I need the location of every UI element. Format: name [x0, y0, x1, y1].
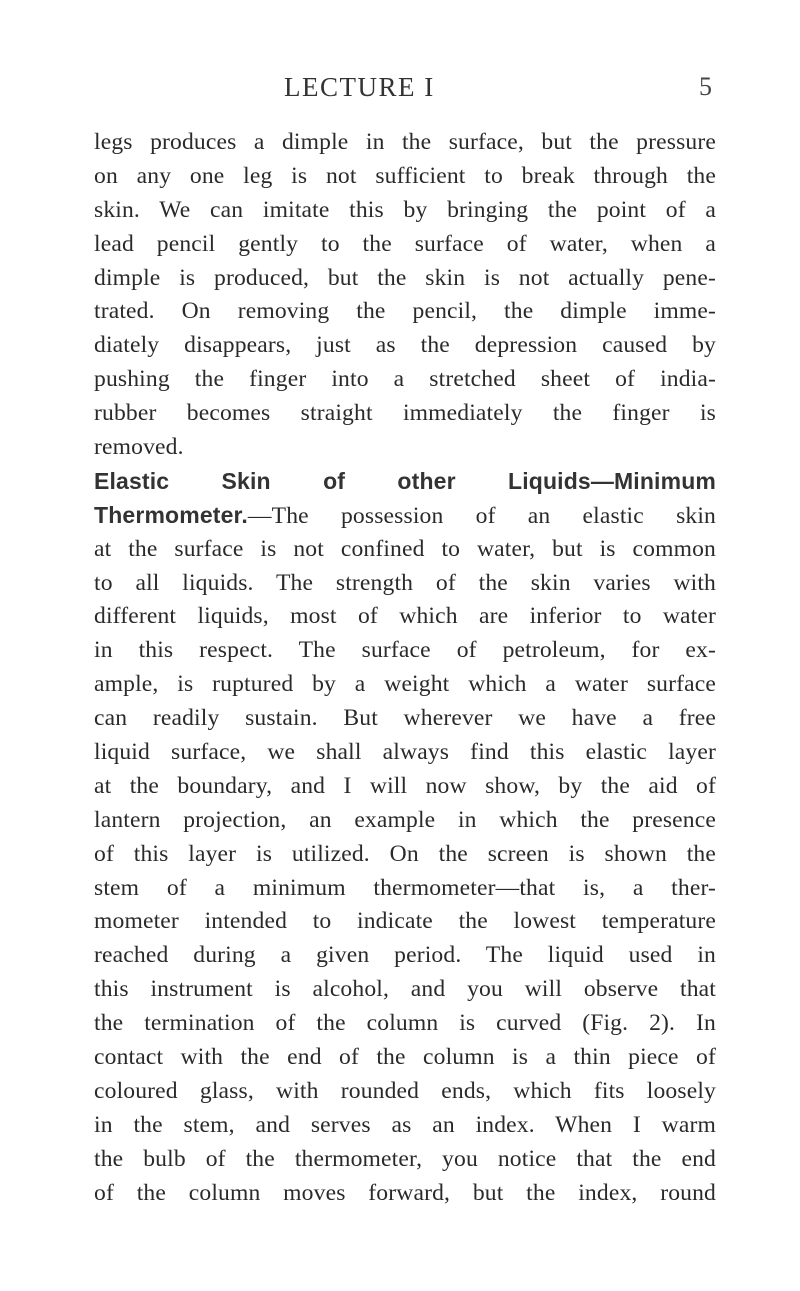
text-line: this instrument is alcohol, and you will observe that	[94, 976, 716, 1003]
text-line: liquid surface, we shall always find this elastic layer	[94, 739, 716, 766]
text-line: in this respect. The surface of petroleum, for ex-	[94, 637, 716, 664]
text-line: can readily sustain. But wherever we have a free	[94, 705, 716, 732]
section-heading-line	[94, 499, 716, 533]
text-line: of this layer is utilized. On the screen is shown the	[94, 840, 716, 867]
text-line: to all liquids. The strength of the skin varies with	[94, 569, 716, 596]
text-line: of the column moves forward, but the index, round	[94, 1179, 716, 1206]
section-heading-end: Thermometer.	[94, 501, 248, 528]
text-line: at the surface is not confined to water, but is common	[94, 535, 716, 562]
text-line: diately disappears, just as the depression caused by	[94, 332, 716, 359]
text-line: reached during a given period. The liquid used in	[94, 942, 716, 969]
text-line: lead pencil gently to the surface of water, when a	[94, 230, 716, 257]
text-line: mometer intended to indicate the lowest temperature	[94, 908, 716, 935]
text-line: rubber becomes straight immediately the finger is	[94, 400, 716, 427]
running-title: LECTURE I	[284, 72, 435, 102]
text-line: different liquids, most of which are inferior to water	[94, 603, 716, 630]
section-heading-line	[94, 465, 716, 499]
text-line: legs produces a dimple in the surface, but the pressure	[94, 129, 716, 155]
section-text-start: —The possession of an elastic skin	[247, 502, 716, 529]
text-line: skin. We can imitate this by bringing the point of a	[94, 196, 716, 223]
running-header	[0, 72, 800, 108]
text-line: in the stem, and serves as an index. When I warm	[94, 1111, 716, 1138]
text-line: the bulb of the thermometer, you notice that the end	[94, 1145, 716, 1172]
text-line: stem of a minimum thermometer—that is, a ther-	[94, 874, 716, 901]
text-line: contact with the end of the column is a thin piece of	[94, 1044, 716, 1071]
text-line: lantern projection, an example in which the presence	[94, 806, 716, 833]
text-line: on any one leg is not sufficient to break through the	[94, 162, 716, 189]
text-line: removed.	[94, 434, 184, 461]
body-text	[94, 126, 716, 1211]
page-number: 5	[699, 72, 712, 101]
text-line: trated. On removing the pencil, the dimple imme-	[94, 298, 716, 325]
text-line: ample, is ruptured by a weight which a water surface	[94, 671, 716, 698]
text-line: at the boundary, and I will now show, by the aid of	[94, 772, 716, 799]
text-line: coloured glass, with rounded ends, which fits loosely	[94, 1077, 716, 1104]
text-line: pushing the finger into a stretched sheet of india-	[94, 366, 716, 393]
section-heading: Elastic Skin of other Liquids—Minimum	[94, 467, 716, 494]
text-line: dimple is produced, but the skin is not actually pene-	[94, 264, 716, 291]
text-line: the termination of the column is curved (Fig. 2). In	[94, 1010, 716, 1037]
